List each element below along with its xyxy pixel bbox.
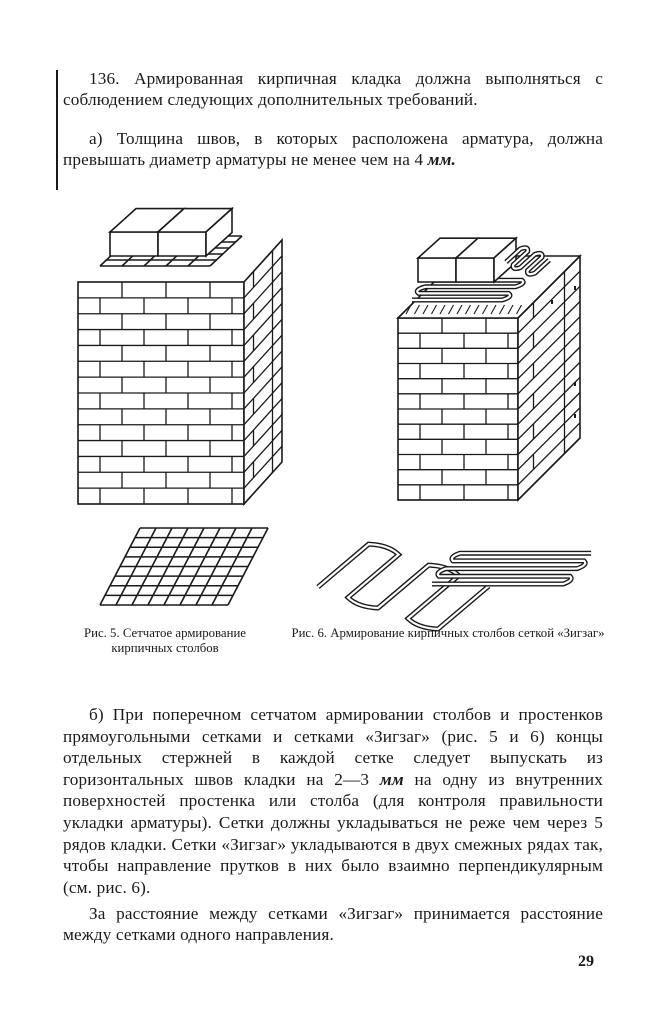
caption-fig6: Рис. 6. Армирование кирпичных столбов сеткой «Зигзаг»	[291, 626, 605, 640]
paragraph-a	[63, 128, 603, 170]
paragraph-b-text-2: на одну из внутренних поверхностей простенка или столба (для контроля правильности укладки арматуры). Сетки должны укладываться не реже чем через 5 рядов кладки. Сетки «Зигзаг» укладываются в двух смежных рядах так, чтобы направление прутков в них было взаимно перпендикулярным (см. рис. 6).	[63, 769, 604, 897]
fig6-brick-column-zigzag	[318, 238, 591, 629]
caption-fig5: Рис. 5. Сетчатое армирование кирпичных столбов	[83, 626, 246, 655]
paragraph-b	[63, 704, 603, 898]
paragraph-b-text-1: б) При поперечном сетчатом армировании столбов и простенков прямоугольными сетками и сетками «Зигзаг» (рис. 5 и 6) концы отдельных стержней в каждой сетке следует выпускать из горизонтальных швов кладки на 2—3	[63, 705, 603, 789]
page-number: 29	[578, 953, 594, 970]
fig5-brick-column-mesh	[78, 209, 282, 605]
paragraph-136: 136. Армированная кирпичная кладка должна выполняться с соблюдением следующих дополнительных требований.	[63, 69, 603, 110]
unit-mm: мм.	[427, 150, 456, 170]
unit-mm-2: мм	[379, 769, 404, 789]
margin-bar	[56, 70, 58, 190]
paragraph-zigzag-distance: За расстояние между сетками «Зигзаг» принимается расстояние между сетками одного направления.	[63, 904, 603, 945]
paragraph-a-text: а) Толщина швов, в которых расположена арматура, должна превышать диаметр арматуры не менее чем на 4	[63, 129, 603, 170]
figures-brick-columns	[0, 195, 670, 635]
